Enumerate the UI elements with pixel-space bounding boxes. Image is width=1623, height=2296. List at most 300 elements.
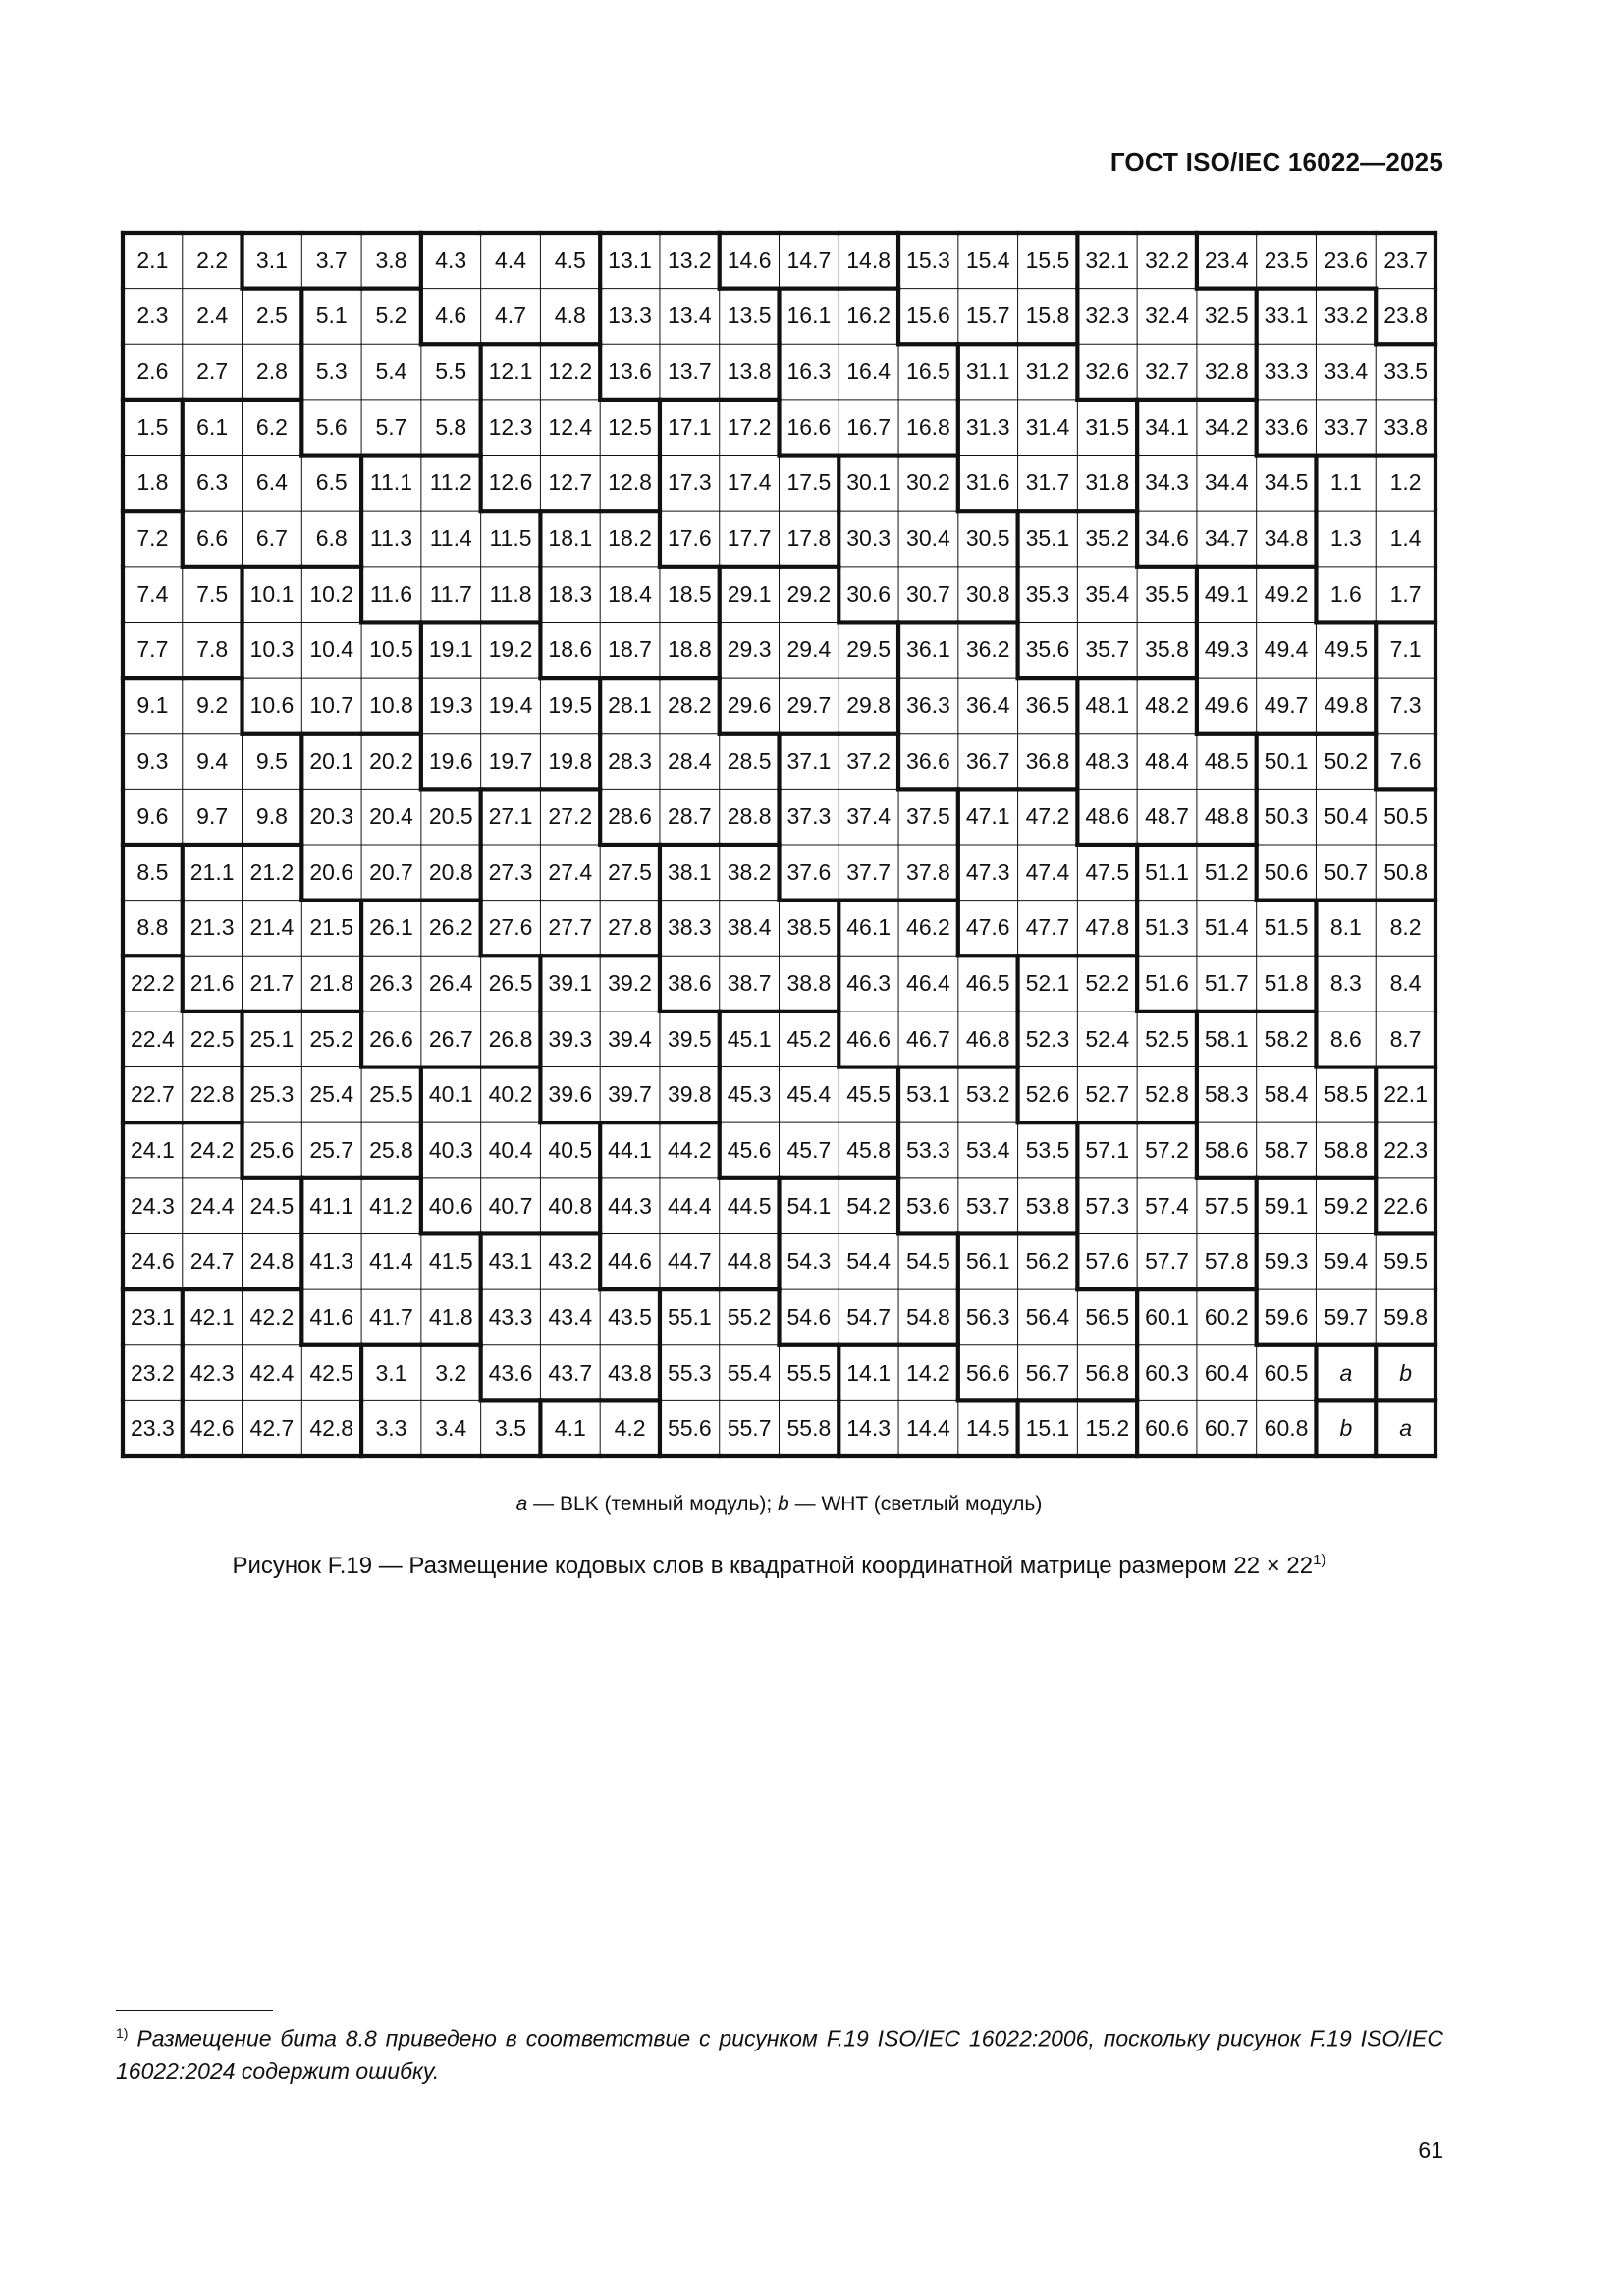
matrix-cell: 14.3	[846, 1415, 892, 1442]
matrix-cell: 25.2	[309, 1025, 354, 1052]
matrix-cell: 19.5	[548, 691, 593, 718]
matrix-cell: 26.4	[428, 970, 473, 997]
matrix-cell: 37.2	[846, 747, 892, 774]
matrix-cell: 17.7	[727, 524, 772, 551]
matrix-cell: 1.7	[1389, 580, 1422, 607]
matrix-cell: 31.5	[1085, 413, 1130, 440]
matrix-cell: 13.6	[608, 358, 652, 385]
matrix-cell: 48.1	[1085, 691, 1130, 718]
matrix-cell: 23.1	[131, 1303, 175, 1330]
matrix-cell: 23.3	[131, 1415, 175, 1442]
matrix-cell: 11.2	[429, 469, 472, 496]
matrix-cell: 53.3	[906, 1136, 950, 1163]
matrix-cell: 1.3	[1329, 524, 1362, 551]
matrix-cell: 8.5	[136, 858, 169, 885]
matrix-cell: 46.8	[965, 1025, 1010, 1052]
matrix-cell: 18.6	[548, 636, 593, 663]
matrix-cell: 6.6	[196, 524, 229, 551]
matrix-cell: a	[1399, 1415, 1412, 1442]
matrix-cell: 9.7	[196, 803, 229, 830]
matrix-cell: 52.2	[1085, 970, 1130, 997]
matrix-cell: 38.2	[727, 858, 772, 885]
matrix-cell: 17.1	[667, 413, 712, 440]
matrix-cell: 25.1	[249, 1025, 295, 1052]
matrix-cell: 41.2	[369, 1192, 413, 1219]
matrix-cell: 33.1	[1264, 302, 1309, 329]
matrix-cell: 22.3	[1383, 1136, 1428, 1163]
matrix-cell: 15.6	[906, 302, 950, 329]
matrix-cell: 7.1	[1389, 636, 1422, 663]
matrix-cell: 55.2	[727, 1303, 772, 1330]
matrix-cell: 1.5	[136, 413, 169, 440]
matrix-cell: 29.7	[786, 691, 832, 718]
matrix-cell: 7.4	[136, 580, 169, 607]
matrix-cell: 22.5	[189, 1025, 235, 1052]
matrix-cell: 53.7	[965, 1192, 1010, 1219]
matrix-cell: 2.8	[255, 358, 288, 385]
matrix-cell: 39.5	[667, 1025, 712, 1052]
footnote-divider	[116, 2010, 273, 2011]
matrix-cell: 8.4	[1389, 970, 1422, 997]
matrix-cell: 29.3	[727, 636, 772, 663]
matrix-cell: 56.2	[1025, 1248, 1070, 1275]
legend-b-text: — WHT (светлый модуль)	[788, 1493, 1043, 1515]
matrix-cell: 24.8	[249, 1248, 295, 1275]
matrix-cell: 58.2	[1264, 1025, 1309, 1052]
matrix-cell: 55.8	[786, 1415, 832, 1442]
matrix-cell: 46.3	[846, 970, 892, 997]
footnote-marker: 1)	[116, 2025, 129, 2041]
matrix-cell: 52.5	[1145, 1025, 1189, 1052]
matrix-cell: 23.7	[1383, 246, 1428, 273]
matrix-cell: 30.4	[906, 524, 950, 551]
matrix-cell: 22.7	[131, 1081, 175, 1108]
matrix-cell: 29.5	[846, 636, 892, 663]
matrix-cell: 18.7	[608, 636, 652, 663]
matrix-cell: 11.7	[429, 580, 472, 607]
matrix-cell: 29.2	[786, 580, 832, 607]
matrix-cell: 1.6	[1329, 580, 1362, 607]
matrix-cell: 5.1	[315, 302, 348, 329]
matrix-cell: 21.1	[189, 858, 235, 885]
matrix-cell: 60.5	[1264, 1359, 1309, 1386]
matrix-cell: 12.3	[488, 413, 533, 440]
matrix-cell: 19.4	[488, 691, 533, 718]
matrix-cell: 26.5	[488, 970, 533, 997]
matrix-cell: 53.2	[965, 1081, 1010, 1108]
matrix-cell: 20.3	[309, 803, 354, 830]
matrix-cell: 46.1	[846, 914, 892, 941]
matrix-cell: 10.7	[309, 691, 354, 718]
matrix-cell: 51.6	[1145, 970, 1189, 997]
matrix-cell: 9.8	[255, 803, 288, 830]
matrix-cell: 16.3	[786, 358, 832, 385]
matrix-cell: 35.2	[1085, 524, 1130, 551]
matrix-cell: 48.7	[1145, 803, 1189, 830]
matrix-cell: 43.3	[488, 1303, 533, 1330]
matrix-cell: 5.2	[375, 302, 407, 329]
matrix-cell: 22.4	[131, 1025, 175, 1052]
matrix-cell: 37.5	[906, 803, 950, 830]
matrix-cell: 54.5	[906, 1248, 950, 1275]
matrix-cell: 5.6	[315, 413, 348, 440]
matrix-cell: 45.7	[786, 1136, 832, 1163]
matrix-cell: 8.7	[1389, 1025, 1422, 1052]
matrix-cell: 33.3	[1264, 358, 1309, 385]
matrix-cell: 1.8	[136, 469, 169, 496]
matrix-cell: 32.1	[1085, 246, 1130, 273]
matrix-cell: 60.2	[1204, 1303, 1249, 1330]
matrix-cell: 31.6	[965, 469, 1010, 496]
matrix-cell: 14.5	[965, 1415, 1010, 1442]
footnote-text: Размещение бита 8.8 приведено в соответствие с рисунком F.19 ISO/IEC 16022:2006, поскольку рисунок F.19 ISO/IEC 16022:2024 содержит ошибку.	[116, 2025, 1443, 2084]
matrix-cell: 53.5	[1025, 1136, 1070, 1163]
matrix-cell: 47.4	[1025, 858, 1070, 885]
matrix-cell: 6.7	[255, 524, 288, 551]
matrix-cell: 48.2	[1145, 691, 1189, 718]
matrix-cell: 30.7	[906, 580, 950, 607]
matrix-cell: 8.1	[1329, 914, 1362, 941]
matrix-cell: 56.3	[965, 1303, 1010, 1330]
matrix-cell: 55.5	[786, 1359, 832, 1386]
matrix-cell: 49.3	[1204, 636, 1249, 663]
matrix-cell: 6.1	[196, 413, 229, 440]
matrix-cell: a	[1339, 1359, 1353, 1386]
matrix-cell: 50.6	[1264, 858, 1309, 885]
matrix-cell: 17.4	[727, 469, 772, 496]
matrix-cell: 18.2	[608, 524, 652, 551]
matrix-cell: 2.5	[255, 302, 288, 329]
matrix-cell: 12.7	[548, 469, 593, 496]
matrix-cell: 11.5	[489, 524, 532, 551]
matrix-cell: 21.8	[309, 970, 354, 997]
matrix-cell: 39.1	[548, 970, 593, 997]
matrix-cell: 36.4	[965, 691, 1010, 718]
matrix-cell: 44.6	[608, 1248, 652, 1275]
matrix-cell: 60.8	[1264, 1415, 1309, 1442]
matrix-cell: 11.4	[429, 524, 472, 551]
matrix-cell: 1.4	[1389, 524, 1422, 551]
matrix-cell: 50.7	[1324, 858, 1369, 885]
matrix-cell: 3.1	[375, 1359, 407, 1386]
matrix-cell: 59.1	[1264, 1192, 1309, 1219]
matrix-cell: 23.5	[1264, 246, 1309, 273]
matrix-cell: 38.6	[667, 970, 712, 997]
matrix-cell: 8.6	[1329, 1025, 1362, 1052]
matrix-cell: 52.6	[1025, 1081, 1070, 1108]
matrix-cell: 51.3	[1145, 914, 1189, 941]
matrix-cell: 42.7	[249, 1415, 295, 1442]
figure-legend	[123, 1493, 1435, 1516]
matrix-cell: 56.8	[1085, 1359, 1130, 1386]
matrix-cell: 48.3	[1085, 747, 1130, 774]
matrix-cell: 16.8	[906, 413, 950, 440]
matrix-cell: 6.3	[196, 469, 229, 496]
matrix-cell: 59.3	[1264, 1248, 1309, 1275]
matrix-cell: 3.1	[255, 246, 288, 273]
matrix-cell: 15.8	[1025, 302, 1070, 329]
matrix-cell: 58.6	[1204, 1136, 1249, 1163]
matrix-cell: 59.2	[1324, 1192, 1369, 1219]
matrix-cell: 49.8	[1324, 691, 1369, 718]
matrix-cell: 57.2	[1145, 1136, 1189, 1163]
matrix-cell: 13.7	[667, 358, 712, 385]
matrix-cell: 6.8	[315, 524, 348, 551]
matrix-cell: 3.2	[435, 1359, 467, 1386]
matrix-cell: 42.6	[189, 1415, 235, 1442]
matrix-cell: 45.6	[727, 1136, 772, 1163]
matrix-cell: 46.4	[906, 970, 950, 997]
matrix-cell: 38.3	[667, 914, 712, 941]
matrix-cell: 59.4	[1324, 1248, 1369, 1275]
matrix-cell: 36.1	[906, 636, 950, 663]
matrix-cell: 38.5	[786, 914, 832, 941]
matrix-cell: 2.1	[136, 246, 169, 273]
matrix-cell: 7.7	[136, 636, 169, 663]
matrix-cell: 21.5	[309, 914, 354, 941]
matrix-cell: 49.7	[1264, 691, 1309, 718]
matrix-cell: 48.4	[1145, 747, 1189, 774]
matrix-cell: 56.6	[965, 1359, 1010, 1386]
matrix-cell: 22.8	[189, 1081, 235, 1108]
matrix-cell: 22.1	[1383, 1081, 1428, 1108]
matrix-cell: 60.3	[1145, 1359, 1189, 1386]
matrix-cell: 32.8	[1204, 358, 1249, 385]
matrix-cell: 35.3	[1025, 580, 1070, 607]
matrix-cell: 40.4	[488, 1136, 533, 1163]
matrix-cell: 54.4	[846, 1248, 892, 1275]
matrix-cell: 52.4	[1085, 1025, 1130, 1052]
matrix-cell: 53.1	[906, 1081, 950, 1108]
matrix-cell: 8.2	[1389, 914, 1422, 941]
matrix-cell: 58.3	[1204, 1081, 1249, 1108]
codeword-matrix	[123, 233, 1435, 1456]
matrix-cell: 35.8	[1145, 636, 1189, 663]
matrix-cell: 5.5	[435, 358, 467, 385]
matrix-cell: 44.1	[608, 1136, 652, 1163]
matrix-cell: 59.8	[1383, 1303, 1428, 1330]
matrix-cell: 53.8	[1025, 1192, 1070, 1219]
matrix-cell: 30.1	[846, 469, 892, 496]
matrix-cell: 40.1	[428, 1081, 473, 1108]
matrix-cell: 46.5	[965, 970, 1010, 997]
matrix-cell: 16.7	[846, 413, 892, 440]
matrix-cell: 27.7	[548, 914, 593, 941]
matrix-cell: 35.7	[1085, 636, 1130, 663]
matrix-cell: 12.5	[608, 413, 652, 440]
caption-footnote-ref: 1)	[1313, 1552, 1326, 1568]
matrix-cell: 43.6	[488, 1359, 533, 1386]
matrix-cell: 49.6	[1204, 691, 1249, 718]
matrix-cell: 25.8	[369, 1136, 413, 1163]
matrix-cell: 57.5	[1204, 1192, 1249, 1219]
matrix-cell: 57.6	[1085, 1248, 1130, 1275]
matrix-cell: 9.1	[136, 691, 169, 718]
matrix-cell: 34.1	[1145, 413, 1189, 440]
matrix-cell: 42.4	[249, 1359, 295, 1386]
matrix-cell: 9.3	[136, 747, 169, 774]
matrix-cell: 20.2	[369, 747, 413, 774]
matrix-cell: 17.2	[727, 413, 772, 440]
matrix-cell: 22.2	[131, 970, 175, 997]
matrix-cell: 14.6	[727, 246, 772, 273]
matrix-cell: 37.3	[786, 803, 832, 830]
matrix-cell: 22.6	[1383, 1192, 1428, 1219]
matrix-cell: 5.4	[375, 358, 407, 385]
matrix-cell: 41.6	[309, 1303, 354, 1330]
matrix-cell: 14.2	[906, 1359, 950, 1386]
matrix-cell: 16.6	[786, 413, 832, 440]
matrix-cell: 26.6	[369, 1025, 413, 1052]
matrix-cell: 1.1	[1329, 469, 1362, 496]
matrix-cell: 3.8	[375, 246, 407, 273]
matrix-cell: 42.5	[309, 1359, 354, 1386]
matrix-cell: 20.5	[428, 803, 473, 830]
matrix-cell: 18.4	[608, 580, 652, 607]
matrix-cell: 35.5	[1145, 580, 1189, 607]
matrix-cell: 54.7	[846, 1303, 892, 1330]
matrix-cell: 35.6	[1025, 636, 1070, 663]
matrix-cell: 28.6	[608, 803, 652, 830]
matrix-cell: 3.7	[315, 246, 348, 273]
matrix-cell: 5.7	[375, 413, 407, 440]
matrix-cell: 39.8	[667, 1081, 712, 1108]
matrix-cell: 44.2	[667, 1136, 712, 1163]
matrix-cell: 47.2	[1025, 803, 1070, 830]
matrix-cell: 26.3	[369, 970, 413, 997]
matrix-cell: 27.5	[608, 858, 652, 885]
matrix-cell: 41.5	[428, 1248, 473, 1275]
matrix-cell: 45.3	[727, 1081, 772, 1108]
matrix-cell: 41.7	[369, 1303, 413, 1330]
matrix-cell: 4.7	[495, 302, 526, 329]
matrix-cell: 23.4	[1204, 246, 1249, 273]
matrix-cell: 52.3	[1025, 1025, 1070, 1052]
matrix-cell: 19.8	[548, 747, 593, 774]
matrix-cell: 47.8	[1085, 914, 1130, 941]
matrix-cell: 36.6	[906, 747, 950, 774]
matrix-cell: 31.8	[1085, 469, 1130, 496]
matrix-cell: 43.1	[488, 1248, 533, 1275]
matrix-cell: 46.2	[906, 914, 950, 941]
matrix-cell: 38.7	[727, 970, 772, 997]
matrix-cell: 51.8	[1264, 970, 1309, 997]
matrix-cell: 40.2	[488, 1081, 533, 1108]
matrix-cell: 2.4	[196, 302, 229, 329]
matrix-cell: 21.3	[189, 914, 235, 941]
matrix-cell: 33.6	[1264, 413, 1309, 440]
matrix-cell: 54.1	[786, 1192, 832, 1219]
matrix-cell: 57.8	[1204, 1248, 1249, 1275]
matrix-cell: 38.4	[727, 914, 772, 941]
matrix-cell: 52.7	[1085, 1081, 1130, 1108]
matrix-cell: 19.2	[488, 636, 533, 663]
matrix-cell: 34.7	[1204, 524, 1249, 551]
matrix-cell: 45.4	[786, 1081, 832, 1108]
matrix-cell: 23.8	[1383, 302, 1428, 329]
matrix-cell: 14.1	[846, 1359, 892, 1386]
matrix-cell: 29.6	[727, 691, 772, 718]
matrix-cell: 32.4	[1145, 302, 1189, 329]
legend-b-symbol: b	[778, 1493, 789, 1515]
matrix-cell: 37.8	[906, 858, 950, 885]
matrix-cell: 8.3	[1329, 970, 1362, 997]
matrix-cell: 31.7	[1025, 469, 1070, 496]
matrix-cell: 35.1	[1025, 524, 1070, 551]
matrix-cell: 24.6	[131, 1248, 175, 1275]
matrix-cell: 51.4	[1204, 914, 1249, 941]
matrix-cell: 45.5	[846, 1081, 892, 1108]
matrix-cell: 25.6	[249, 1136, 295, 1163]
matrix-cell: 50.4	[1324, 803, 1369, 830]
matrix-cell: 42.8	[309, 1415, 354, 1442]
matrix-cell: 20.6	[309, 858, 354, 885]
matrix-cell: 1.2	[1389, 469, 1422, 496]
matrix-cell: 52.1	[1025, 970, 1070, 997]
matrix-cell: 16.5	[906, 358, 950, 385]
matrix-cell: 55.1	[667, 1303, 712, 1330]
matrix-cell: 40.3	[428, 1136, 473, 1163]
matrix-cell: 42.2	[249, 1303, 295, 1330]
matrix-cell: 41.8	[428, 1303, 473, 1330]
matrix-cell: 10.5	[369, 636, 413, 663]
matrix-cell: 32.7	[1145, 358, 1189, 385]
matrix-cell: 40.6	[428, 1192, 473, 1219]
matrix-cell: 18.3	[548, 580, 593, 607]
matrix-cell: 41.3	[309, 1248, 354, 1275]
matrix-cell: 30.3	[846, 524, 892, 551]
caption-text: Рисунок F.19 — Размещение кодовых слов в квадратной координатной матрице размером 22 × 22	[232, 1553, 1314, 1579]
matrix-cell: 17.8	[786, 524, 832, 551]
matrix-cell: 26.8	[488, 1025, 533, 1052]
matrix-cell: 7.8	[196, 636, 229, 663]
matrix-cell: 26.7	[428, 1025, 473, 1052]
matrix-cell: 12.6	[488, 469, 533, 496]
matrix-cell: 59.6	[1264, 1303, 1309, 1330]
matrix-cell: 39.2	[608, 970, 652, 997]
matrix-cell: 23.2	[131, 1359, 175, 1386]
matrix-cell: 34.3	[1145, 469, 1189, 496]
matrix-cell: 45.2	[786, 1025, 832, 1052]
matrix-cell: 31.4	[1025, 413, 1070, 440]
matrix-cell: 24.2	[189, 1136, 235, 1163]
matrix-cell: 34.6	[1145, 524, 1189, 551]
matrix-cell: 38.1	[667, 858, 712, 885]
matrix-cell: 7.5	[196, 580, 229, 607]
matrix-cell: 49.5	[1324, 636, 1369, 663]
matrix-cell: 59.5	[1383, 1248, 1428, 1275]
matrix-cell: 50.3	[1264, 803, 1309, 830]
matrix-cell: 2.7	[196, 358, 229, 385]
matrix-cell: 6.4	[255, 469, 288, 496]
matrix-cell: 10.3	[249, 636, 295, 663]
matrix-cell: b	[1339, 1415, 1353, 1442]
matrix-cell: 44.8	[727, 1248, 772, 1275]
matrix-cell: 58.1	[1204, 1025, 1249, 1052]
matrix-cell: 15.5	[1025, 246, 1070, 273]
matrix-cell: 20.1	[309, 747, 354, 774]
matrix-cell: 10.8	[369, 691, 413, 718]
matrix-cell: 56.7	[1025, 1359, 1070, 1386]
matrix-cell: 24.4	[189, 1192, 235, 1219]
matrix-cell: 24.5	[249, 1192, 295, 1219]
matrix-cell: 4.1	[554, 1415, 586, 1442]
matrix-cell: 27.2	[548, 803, 593, 830]
matrix-cell: 41.1	[309, 1192, 354, 1219]
matrix-cell: 21.4	[249, 914, 295, 941]
page-number: 61	[1418, 2137, 1443, 2162]
matrix-cell: 47.5	[1085, 858, 1130, 885]
